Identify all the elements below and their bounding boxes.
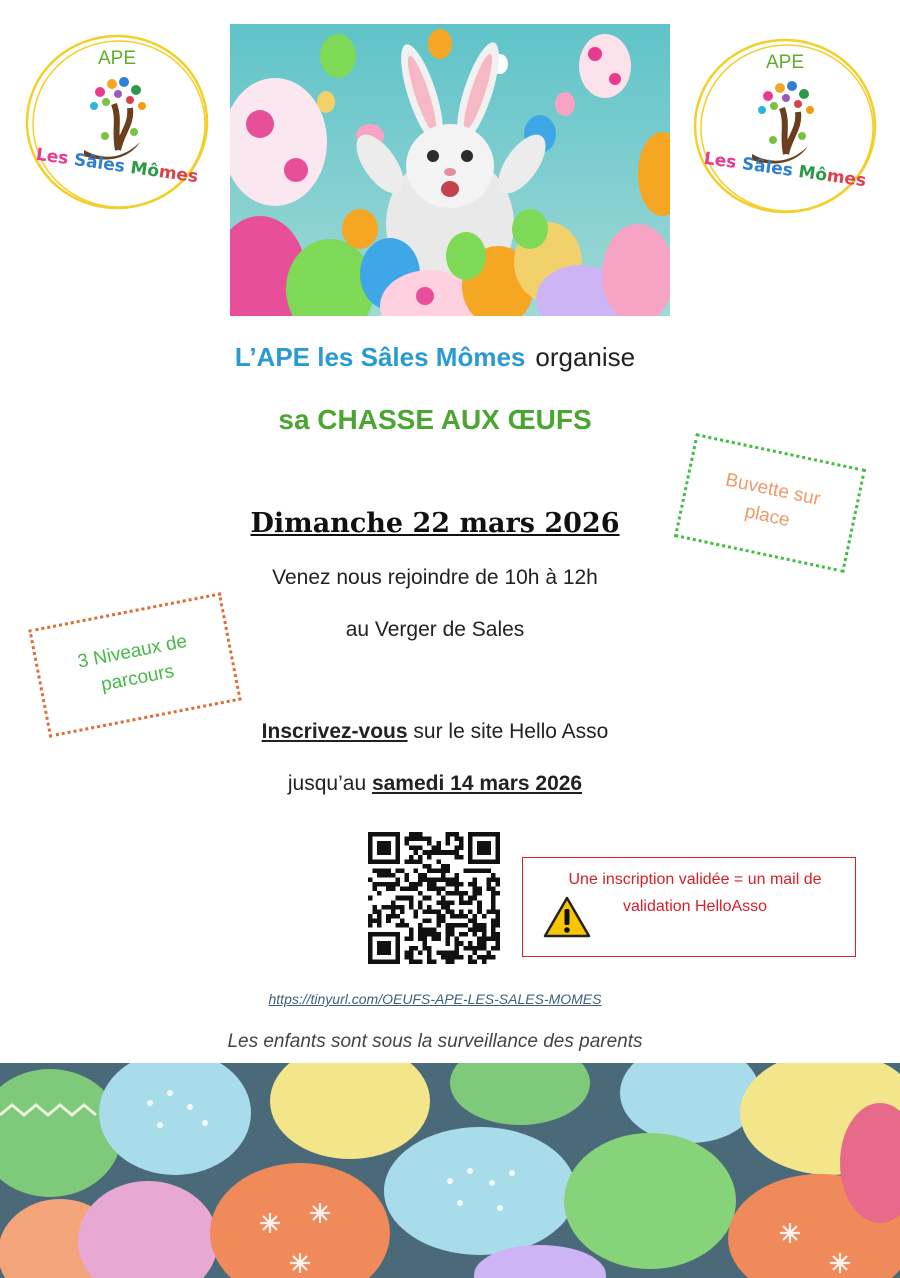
- deadline-line: [0, 772, 870, 796]
- niveaux-text: 3 Niveaux de parcours: [75, 630, 189, 696]
- supervision-note: Les enfants sont sous la surveillance des parents: [227, 1031, 643, 1052]
- register-strong: Inscrivez-vous: [261, 720, 408, 743]
- buvette-text: Buvette sur place: [723, 469, 822, 532]
- niveaux-callout: [28, 592, 241, 737]
- event-title: sa CHASSE AUX ŒUFS: [278, 404, 592, 435]
- easter-eggs-banner: [0, 1063, 900, 1278]
- event-time: Venez nous rejoindre de 10h à 12h: [272, 566, 598, 589]
- qr-code[interactable]: [368, 832, 500, 964]
- logo-tag: APE: [97, 48, 137, 69]
- logo-name: Les Sâles Mômes: [702, 148, 868, 192]
- organizer-verb: organise: [535, 342, 636, 372]
- register-line: [0, 720, 870, 744]
- register-rest: sur le site Hello Asso: [407, 720, 609, 743]
- deadline-prefix: jusqu’au: [287, 772, 372, 795]
- buvette-callout: [674, 433, 866, 573]
- event-date: Dimanche 22 mars 2026: [250, 508, 620, 539]
- notice-text: Une inscription validée = un mail de validation HelloAsso: [568, 871, 822, 915]
- logo-right: [690, 36, 880, 216]
- registration-link[interactable]: https://tinyurl.com/OEUFS-APE-LES-SALES-MOMES: [268, 991, 602, 1007]
- logo-tag: APE: [765, 52, 805, 73]
- organizer-line: [0, 342, 870, 373]
- validation-notice: [522, 857, 856, 957]
- warning-icon: [543, 896, 591, 938]
- event-place: au Verger de Sales: [345, 618, 525, 641]
- organizer-name: L’APE les Sâles Mômes: [234, 342, 526, 372]
- hero-bunny-image: [230, 24, 670, 316]
- qr-code-icon: [368, 832, 500, 964]
- deadline-date: samedi 14 mars 2026: [371, 772, 583, 795]
- logo-left: [22, 32, 212, 212]
- logo-name: Les Sâles Mômes: [34, 144, 200, 188]
